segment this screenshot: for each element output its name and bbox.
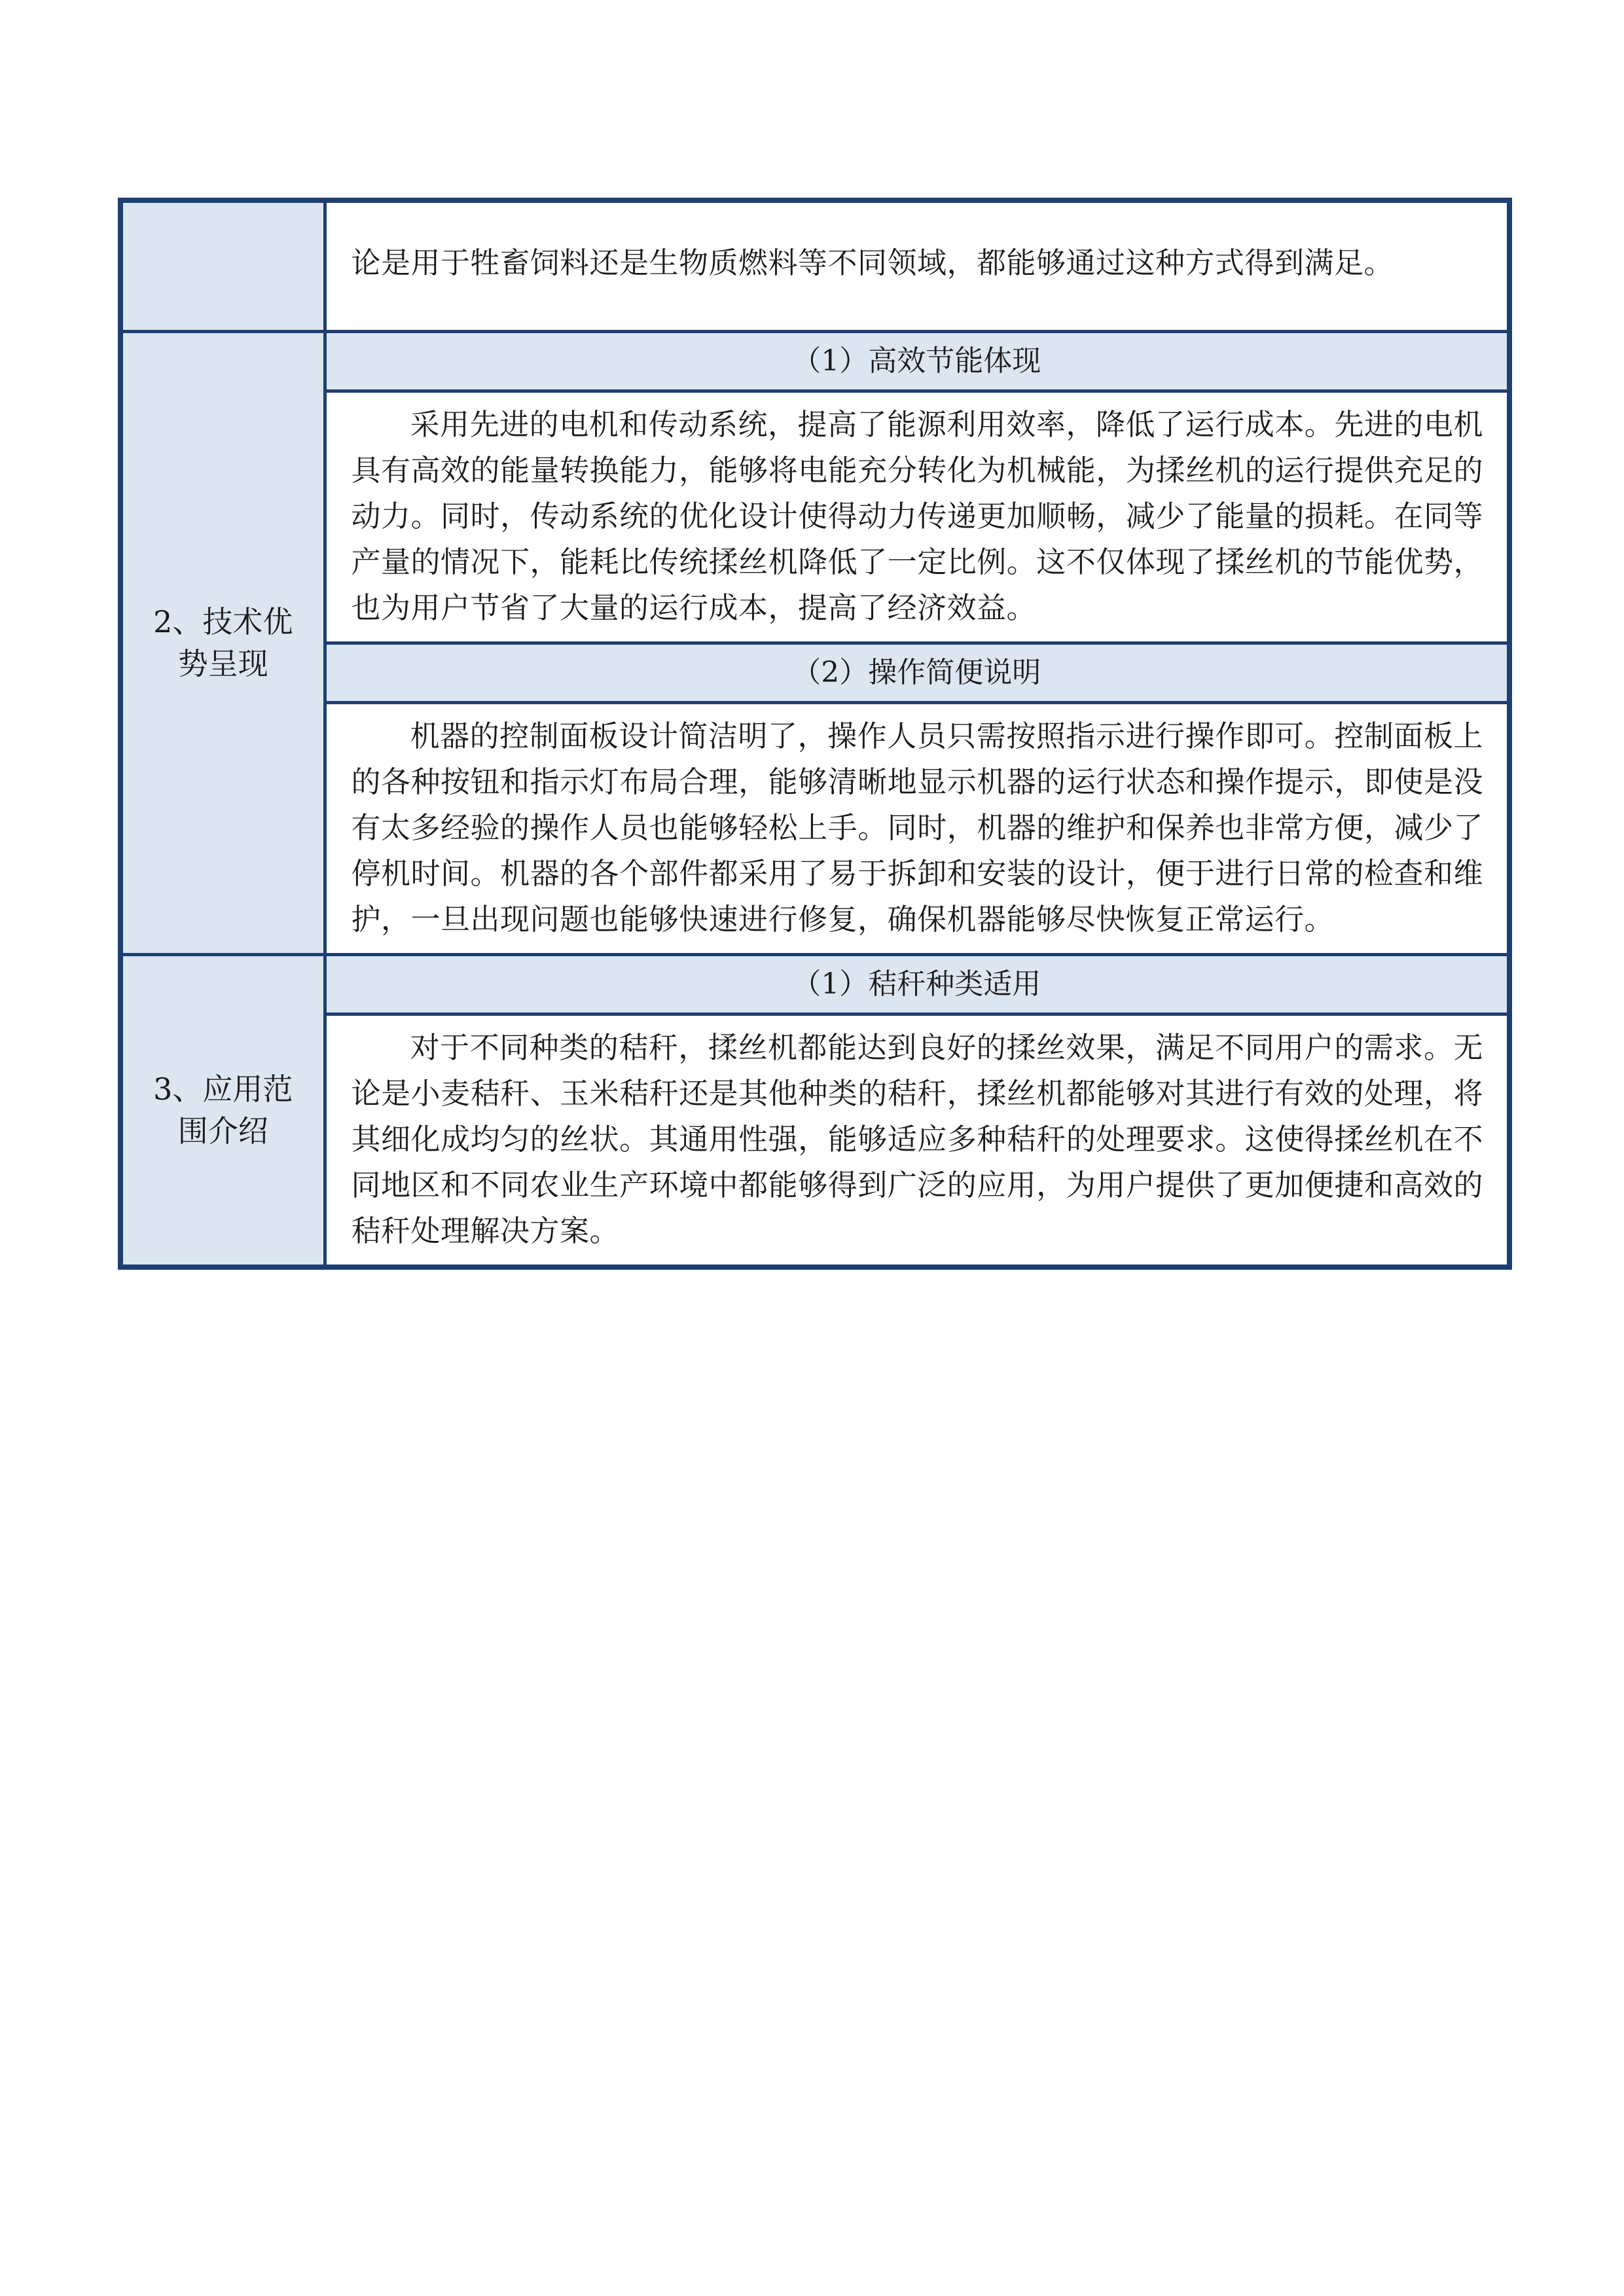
section-3-item-1-row [120,1014,1509,1267]
continued-row-label [120,200,325,331]
section-2-item-1-row [120,391,1509,643]
section-2-heading-row [120,331,1509,391]
section-2-item-2-heading: （2）操作简便说明 [325,643,1509,702]
content-table [118,198,1512,1270]
section-2-item-1-heading: （1）高效节能体现 [325,331,1509,391]
section-2-label: 2、技术优势呈现 [120,331,325,954]
section-2-item-2-heading-row [120,643,1509,702]
section-3-heading-row [120,954,1509,1014]
section-2-item-1-text: 采用先进的电机和传动系统，提高了能源利用效率，降低了运行成本。先进的电机具有高效的能量转换能力，能够将电能充分转化为机械能，为揉丝机的运行提供充足的动力。同时，传动系统的优化设计使得动力传递更加顺畅，减少了能量的损耗。在同等产量的情况下，能耗比传统揉丝机降低了一定比例。这不仅体现了揉丝机的节能优势，也为用户节省了大量的运行成本，提高了经济效益。 [325,391,1509,643]
continued-row [120,200,1509,331]
section-3-label: 3、应用范围介绍 [120,954,325,1267]
continued-row-text: 论是用于牲畜饲料还是生物质燃料等不同领域，都能够通过这种方式得到满足。 [325,200,1509,331]
section-3-item-1-heading: （1）秸秆种类适用 [325,954,1509,1014]
section-3-item-1-text: 对于不同种类的秸秆，揉丝机都能达到良好的揉丝效果，满足不同用户的需求。无论是小麦秸秆、玉米秸秆还是其他种类的秸秆，揉丝机都能够对其进行有效的处理，将其细化成均匀的丝状。其通用性强，能够适应多种秸秆的处理要求。这使得揉丝机在不同地区和不同农业生产环境中都能够得到广泛的应用，为用户提供了更加便捷和高效的秸秆处理解决方案。 [325,1014,1509,1267]
section-2-item-2-text: 机器的控制面板设计简洁明了，操作人员只需按照指示进行操作即可。控制面板上的各种按钮和指示灯布局合理，能够清晰地显示机器的运行状态和操作提示，即使是没有太多经验的操作人员也能够轻松上手。同时，机器的维护和保养也非常方便，减少了停机时间。机器的各个部件都采用了易于拆卸和安装的设计，便于进行日常的检查和维护，一旦出现问题也能够快速进行修复，确保机器能够尽快恢复正常运行。 [325,702,1509,954]
section-2-item-2-row [120,702,1509,954]
